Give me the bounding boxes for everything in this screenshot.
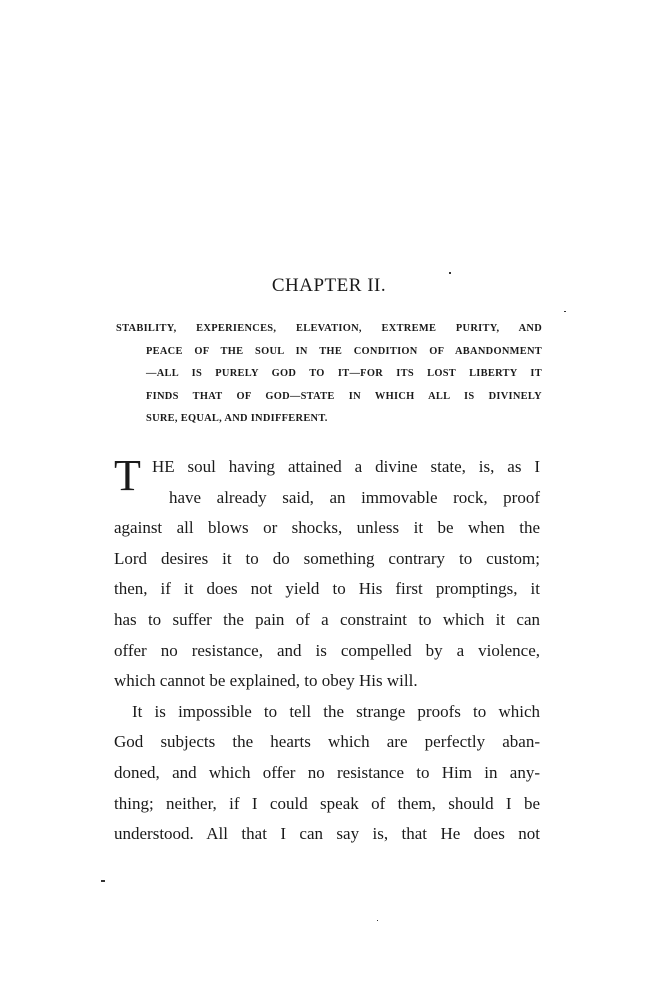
text-line: offer no resistance, and is compelled by a violence, — [114, 640, 540, 660]
text-line: against all blows or shocks, unless it be when the — [114, 518, 540, 538]
text-line: thing; neither, if I could speak of them, should I be — [114, 793, 540, 813]
text-line: which cannot be explained, to obey His will. — [114, 671, 418, 691]
text-line: have already said, an immovable rock, proof — [169, 487, 540, 507]
text-line: then, if it does not yield to His first promptings, it — [114, 579, 540, 599]
text-line: It is impossible to tell the strange proofs to which — [132, 701, 540, 721]
chapter-title: CHAPTER II. — [271, 275, 387, 296]
summary-line: SURE, EQUAL, AND INDIFFERENT. — [146, 413, 328, 424]
text-line: understood. All that I can say is, that He does not — [114, 824, 540, 844]
text-line: has to suffer the pain of a constraint to which it can — [114, 609, 540, 629]
print-speck — [101, 880, 105, 882]
summary-line: FINDS THAT OF GOD—STATE IN WHICH ALL IS DIVINELY — [146, 390, 542, 402]
print-speck — [449, 272, 451, 274]
text-line: HE soul having attained a divine state, is, as I — [152, 457, 540, 476]
summary-line: PEACE OF THE SOUL IN THE CONDITION OF ABANDONMENT — [146, 345, 542, 357]
summary-line: STABILITY, EXPERIENCES, ELEVATION, EXTREME PURITY, AND — [116, 323, 542, 334]
text-line: God subjects the hearts which are perfectly aban- — [114, 732, 540, 752]
summary-line: —ALL IS PURELY GOD TO IT—FOR ITS LOST LIBERTY IT — [146, 368, 542, 379]
print-speck — [564, 311, 566, 312]
drop-cap: T — [114, 451, 141, 500]
print-speck — [377, 920, 378, 921]
body-text — [114, 452, 540, 850]
chapter-summary — [116, 318, 542, 431]
text-line: doned, and which offer no resistance to Him in any- — [114, 762, 540, 782]
text-line: Lord desires it to do something contrary to custom; — [114, 548, 540, 568]
